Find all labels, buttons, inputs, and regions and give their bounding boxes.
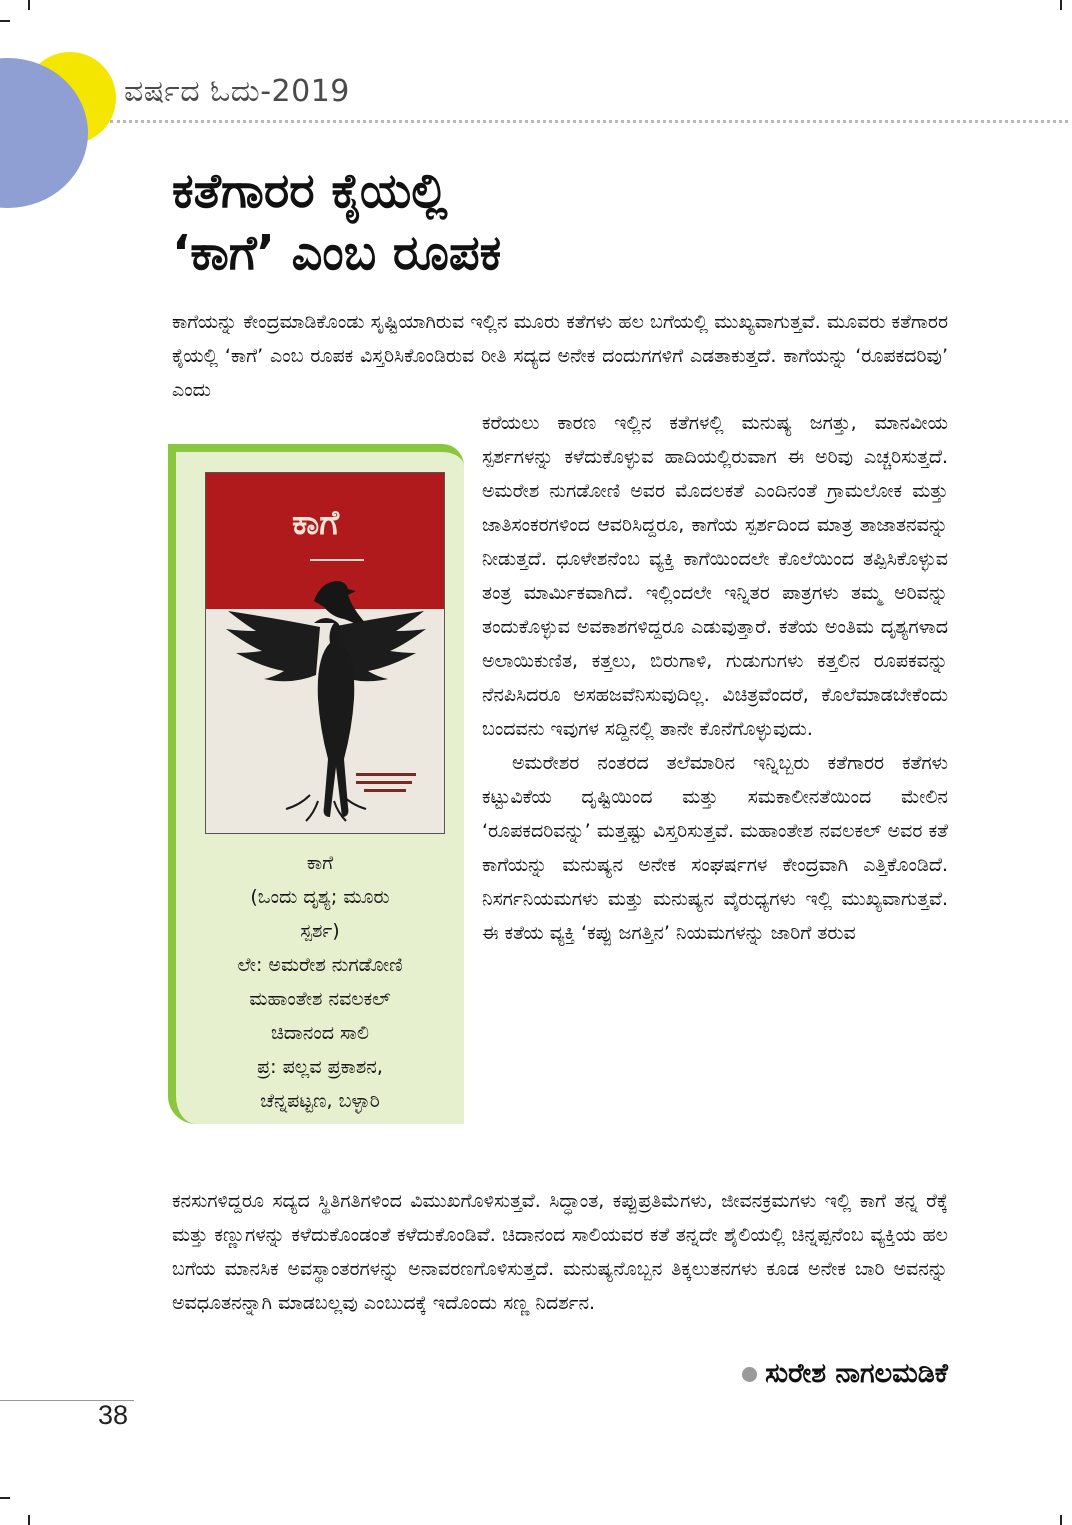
book-cover	[205, 472, 445, 834]
cover-title: ಕಾಗೆ	[292, 503, 340, 543]
page-number: 38	[98, 1400, 129, 1430]
caption-line: ಕಾಗೆ	[306, 852, 334, 874]
article-paragraph: ಅಮರೇಶರ ನಂತರದ ತಲೆಮಾರಿನ ಇನ್ನಿಬ್ಬರು ಕತೆಗಾರರ ಕತೆಗಳು ಕಟ್ಟುವಿಕೆಯ ದೃಷ್ಟಿಯಿಂದ ಮತ್ತು ಸಮಕಾಲೀನತೆಯಿಂದ ಮೇಲಿನ ‘ರೂಪಕದರಿವನ್ನು’ ಮತ್ತಷ್ಟು ವಿಸ್ತರಿಸುತ್ತವೆ. ಮಹಾಂತೇಶ ನವಲಕಲ್ ಅವರ ಕತೆ ಕಾಗೆಯನ್ನು ಮನುಷ್ಯನ ಅನೇಕ ಸಂಘರ್ಷಗಳ ಕೇಂದ್ರವಾಗಿ ಎತ್ತಿಕೊಂಡಿದೆ. ನಿಸರ್ಗನಿಯಮಗಳು ಮತ್ತು ಮನುಷ್ಯನ ವೈರುಧ್ಯಗಳು ಇಲ್ಲಿ ಮುಖ್ಯವಾಗುತ್ತವೆ. ಈ ಕತೆಯ ವ್ಯಕ್ತಿ ‘ಕಪ್ಪು ಜಗತ್ತಿನ’ ನಿಯಮಗಳನ್ನು ಜಾರಿಗೆ ತರುವ	[482, 752, 948, 944]
author-name: ಸುರೇಶ ನಾಗಲಮಡಿಕೆ	[765, 1358, 948, 1389]
caption-line: ಮಹಾಂತೇಶ ನವಲಕಲ್	[249, 988, 391, 1010]
headline-line-1: ಕತೆಗಾರರ ಕೈಯಲ್ಲಿ	[172, 163, 448, 219]
caption-line: ಲೇ: ಅಮರೇಶ ನುಗಡೋಣಿ	[237, 954, 403, 976]
crop-mark	[1060, 0, 1062, 10]
crow-figure-illustration	[206, 473, 444, 833]
bullet-dot-icon	[742, 1367, 757, 1382]
caption-line: ಸ್ಪರ್ಶ)	[300, 920, 340, 942]
crop-mark	[0, 20, 10, 22]
article-column	[482, 406, 948, 950]
caption-line: ಚಿದಾನಂದ ಸಾಲಿ	[271, 1022, 369, 1044]
author-byline	[662, 1358, 948, 1390]
caption-line: ಪ್ರ: ಪಲ್ಲವ ಪ್ರಕಾಶನ,	[257, 1056, 383, 1078]
crop-mark	[1060, 1515, 1062, 1525]
caption-line: ಚೆನ್ನಪಟ್ಟಣ, ಬಳ್ಳಾರಿ	[260, 1090, 380, 1112]
header-dotted-rule	[110, 120, 1068, 123]
crop-mark	[0, 1497, 10, 1499]
caption-line: (ಒಂದು ದೃಶ್ಯ; ಮೂರು	[250, 886, 390, 908]
crop-mark	[28, 0, 30, 10]
book-caption	[176, 846, 464, 1118]
article-closing: ಕನಸುಗಳಿದ್ದರೂ ಸದ್ಯದ ಸ್ಥಿತಿಗತಿಗಳಿಂದ ವಿಮುಖಗೊಳಿಸುತ್ತವೆ. ಸಿದ್ಧಾಂತ, ಕಪ್ಪುಪ್ರತಿಮೆಗಳು, ಜೀವನಕ್ರಮಗಳು ಇಲ್ಲಿ ಕಾಗೆ ತನ್ನ ರೆಕ್ಕೆ ಮತ್ತು ಕಣ್ಣುಗಳನ್ನು ಕಳೆದುಕೊಂಡಂತೆ ಕಳೆದುಕೊಂಡಿವೆ. ಚಿದಾನಂದ ಸಾಲಿಯವರ ಕತೆ ತನ್ನದೇ ಶೈಲಿಯಲ್ಲಿ ಚಿನ್ನಪ್ಪನೆಂಬ ವ್ಯಕ್ತಿಯ ಹಲ ಬಗೆಯ ಮಾನಸಿಕ ಅವಸ್ಥಾಂತರಗಳನ್ನು ಅನಾವರಣಗೊಳಿಸುತ್ತದೆ. ಮನುಷ್ಯನೊಬ್ಬನ ತಿಕ್ಕಲುತನಗಳು ಕೂಡ ಅನೇಕ ಬಾರಿ ಅವನನ್ನು ಅವಧೂತನನ್ನಾಗಿ ಮಾಡಬಲ್ಲವು ಎಂಬುದಕ್ಕೆ ಇದೊಂದು ಸಣ್ಣ ನಿದರ್ಶನ.	[172, 1190, 948, 1314]
article-intro: ಕಾಗೆಯನ್ನು ಕೇಂದ್ರಮಾಡಿಕೊಂಡು ಸೃಷ್ಟಿಯಾಗಿರುವ ಇಲ್ಲಿನ ಮೂರು ಕತೆಗಳು ಹಲ ಬಗೆಯಲ್ಲಿ ಮುಖ್ಯವಾಗುತ್ತವೆ. ಮೂವರು ಕತೆಗಾರರ ಕೈಯಲ್ಲಿ ‘ಕಾಗೆ’ ಎಂಬ ರೂಪಕ ವಿಸ್ತರಿಸಿಕೊಂಡಿರುವ ರೀತಿ ಸದ್ಯದ ಅನೇಕ ದಂದುಗಗಳಿಗೆ ಎಡತಾಕುತ್ತದೆ. ಕಾಗೆಯನ್ನು ‘ರೂಪಕದರಿವು’ ಎಂದು	[172, 311, 948, 401]
crop-mark	[28, 1515, 30, 1525]
article-headline	[172, 160, 872, 284]
article-paragraph: ಕರೆಯಲು ಕಾರಣ ಇಲ್ಲಿನ ಕತೆಗಳಲ್ಲಿ ಮನುಷ್ಯ ಜಗತ್ತು, ಮಾನವೀಯ ಸ್ಪರ್ಶಗಳನ್ನು ಕಳೆದುಕೊಳ್ಳುವ ಹಾದಿಯಲ್ಲಿರುವಾಗ ಈ ಅರಿವು ಎಚ್ಚರಿಸುತ್ತದೆ. ಅಮರೇಶ ನುಗಡೋಣಿ ಅವರ ಮೊದಲಕತೆ ಎಂದಿನಂತೆ ಗ್ರಾಮಲೋಕ ಮತ್ತು ಜಾತಿಸಂಕರಗಳಿಂದ ಆವರಿಸಿದ್ದರೂ, ಕಾಗೆಯ ಸ್ಪರ್ಶದಿಂದ ಮಾತ್ರ ತಾಜಾತನವನ್ನು ನೀಡುತ್ತದೆ. ಧೂಳೇಶನೆಂಬ ವ್ಯಕ್ತಿ ಕಾಗೆಯಿಂದಲೇ ಕೊಲೆಯಿಂದ ತಪ್ಪಿಸಿಕೊಳ್ಳುವ ತಂತ್ರ ಮಾರ್ಮಿಕವಾಗಿದೆ. ಇಲ್ಲಿಂದಲೇ ಇನ್ನಿತರ ಪಾತ್ರಗಳು ತಮ್ಮ ಅರಿವನ್ನು ತಂದುಕೊಳ್ಳುವ ಅವಕಾಶಗಳಿದ್ದರೂ ಎಡುವುತ್ತಾರೆ. ಕತೆಯ ಅಂತಿಮ ದೃಶ್ಯಗಳಾದ ಅಲಾಯಿಕುಣಿತ, ಕತ್ತಲು, ಬಿರುಗಾಳಿ, ಗುಡುಗುಗಳು ಕತ್ತಲಿನ ರೂಪಕವನ್ನು ನೆನಪಿಸಿದರೂ ಅಸಹಜವೆನಿಸುವುದಿಲ್ಲ. ವಿಚಿತ್ರವೆಂದರೆ, ಕೊಲೆಮಾಡಬೇಕೆಂದು ಬಂದವನು ಇವುಗಳ ಸದ್ದಿನಲ್ಲಿ ತಾನೇ ಕೊನೆಗೊಳ್ಳುವುದು.	[482, 412, 948, 740]
headline-line-2: ‘ಕಾಗೆ’ ಎಂಬ ರೂಪಕ	[172, 225, 502, 281]
running-head: ವರ್ಷದ ಓದು-2019	[124, 74, 350, 109]
